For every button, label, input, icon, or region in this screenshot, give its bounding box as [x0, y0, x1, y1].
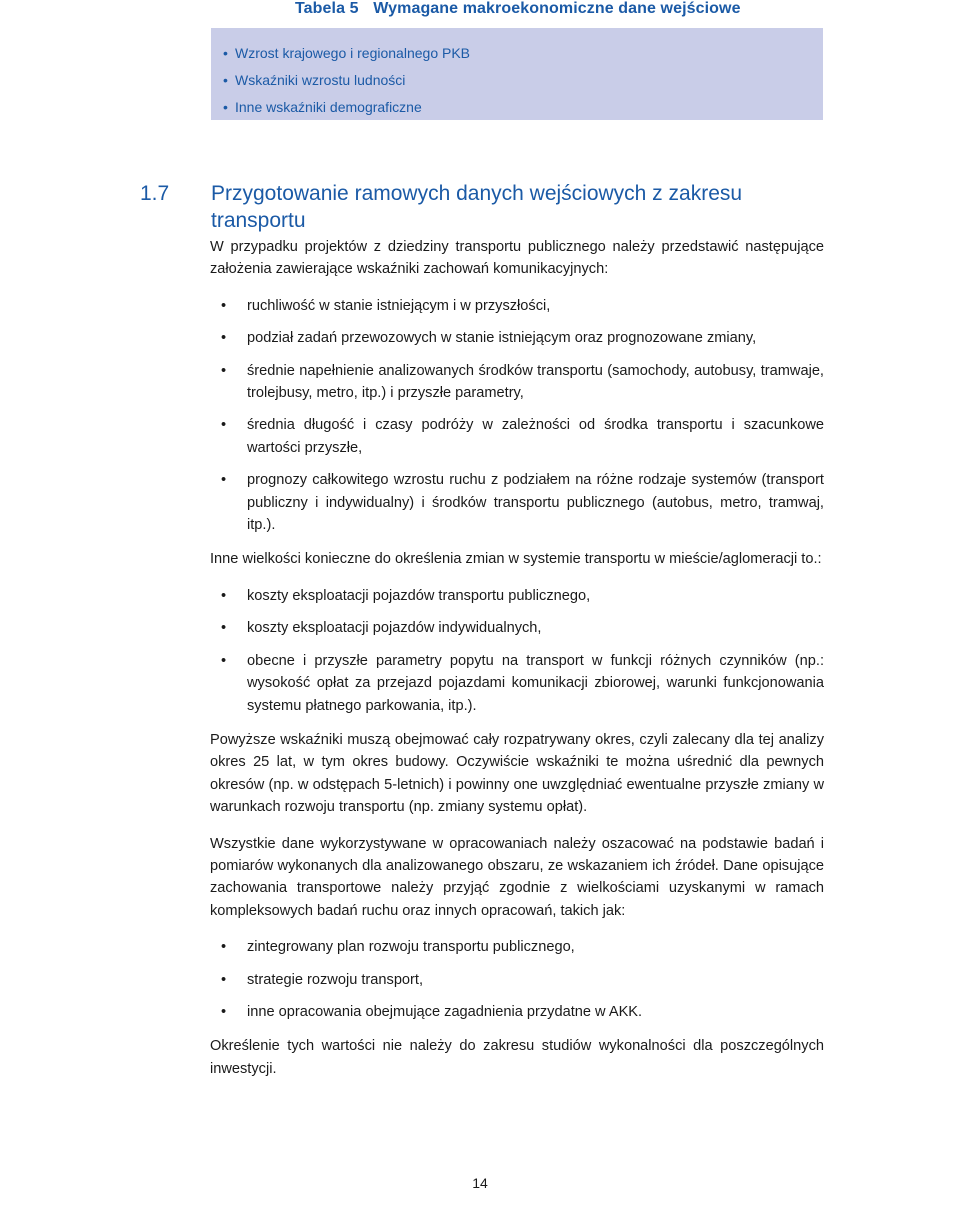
bullet-icon: •	[221, 472, 227, 489]
list-item: • strategie rozwoju transport,	[210, 969, 824, 991]
table-list	[211, 28, 823, 121]
bullet-icon: •	[221, 417, 227, 434]
table-list-item: • Wskaźniki wzrostu ludności	[223, 67, 823, 94]
bullet-icon: •	[221, 939, 227, 956]
table-caption	[295, 0, 741, 18]
studies-list	[210, 936, 824, 1023]
list-item: • ruchliwość w stanie istniejącym i w przyszłości,	[210, 295, 824, 317]
indicator-list	[210, 295, 824, 537]
list-item: • obecne i przyszłe parametry popytu na transport w funkcji różnych czynników (np.: wysokość opłat za przejazd pojazdami komunikacji zbiorowej, warunki funkcjonowania systemu płatnego parkowania, itp.).	[210, 650, 824, 717]
section-heading	[140, 180, 840, 234]
bullet-icon: •	[221, 1003, 227, 1020]
intro-paragraph: W przypadku projektów z dziedziny transportu publicznego należy przedstawić następujące założenia zawierające wskaźniki zachowań komunikacyjnych:	[210, 239, 824, 278]
list-item: • koszty eksploatacji pojazdów transportu publicznego,	[210, 585, 824, 607]
list-item: • zintegrowany plan rozwoju transportu publicznego,	[210, 936, 824, 958]
body-text	[210, 236, 824, 1094]
table-box	[211, 28, 823, 120]
list-item: • podział zadań przewozowych w stanie istniejącym oraz prognozowane zmiany,	[210, 327, 824, 349]
list-item: • średnia długość i czasy podróży w zależności od środka transportu i szacunkowe wartości przyszłe,	[210, 414, 824, 459]
table-list-item: • Inne wskaźniki demograficzne	[223, 94, 823, 121]
bullet-icon: •	[223, 45, 228, 61]
section-number: 1.7	[140, 182, 170, 205]
paragraph-conclusion: Określenie tych wartości nie należy do zakresu studiów wykonalności dla poszczególnych inwestycji.	[210, 1038, 824, 1077]
bullet-icon: •	[223, 72, 228, 88]
bullet-icon: •	[221, 362, 227, 379]
bullet-icon: •	[221, 330, 227, 347]
table-list-item: • Wzrost krajowego i regionalnego PKB	[223, 40, 823, 67]
paragraph-indicators-period: Powyższe wskaźniki muszą obejmować cały rozpatrywany okres, czyli zalecany dla tej analizy okres 25 lat, w tym okres budowy. Oczywiście wskaźniki te można uśrednić dla pewnych okresów (np. w odstępach 5-letnich) i powinny one uwzględniać ewentualne przyszłe zmiany w warunkach rozwoju transportu (np. zmiany systemu opłat).	[210, 731, 824, 816]
section-title: Przygotowanie ramowych danych wejściowych z zakresu transportu	[211, 182, 743, 232]
list-item: • inne opracowania obejmujące zagadnienia przydatne w AKK.	[210, 1001, 824, 1023]
bullet-icon: •	[221, 971, 227, 988]
paragraph-data-sources: Wszystkie dane wykorzystywane w opracowaniach należy oszacować na podstawie badań i pomiarów wykonanych dla analizowanego obszaru, ze wskazaniem ich źródeł. Dane opisujące zachowania transportowe należy przyjąć zgodnie z wielkościami uzyskanymi w ramach kompleksowych badań ruchu oraz innych opracowań, takich jak:	[210, 835, 824, 919]
paragraph-other-quantities: Inne wielkości konieczne do określenia zmian w systemie transportu w mieście/aglomeracji to.:	[210, 551, 822, 568]
bullet-icon: •	[221, 587, 227, 604]
bullet-icon: •	[223, 99, 228, 115]
bullet-icon: •	[221, 620, 227, 637]
cost-list	[210, 585, 824, 717]
bullet-icon: •	[221, 652, 227, 669]
page-number: 14	[472, 1175, 488, 1191]
table-title: Wymagane makroekonomiczne dane wejściowe	[373, 0, 741, 17]
bullet-icon: •	[221, 297, 227, 314]
list-item: • koszty eksploatacji pojazdów indywidualnych,	[210, 617, 824, 639]
table-number: Tabela 5	[295, 0, 359, 17]
list-item: • prognozy całkowitego wzrostu ruchu z podziałem na różne rodzaje systemów (transport publiczny i indywidualny) i środków transportu publicznego (autobus, metro, tramwaj, itp.).	[210, 469, 824, 536]
list-item: • średnie napełnienie analizowanych środków transportu (samochody, autobusy, tramwaje, trolejbusy, metro, itp.) i przyszłe parametry,	[210, 360, 824, 405]
